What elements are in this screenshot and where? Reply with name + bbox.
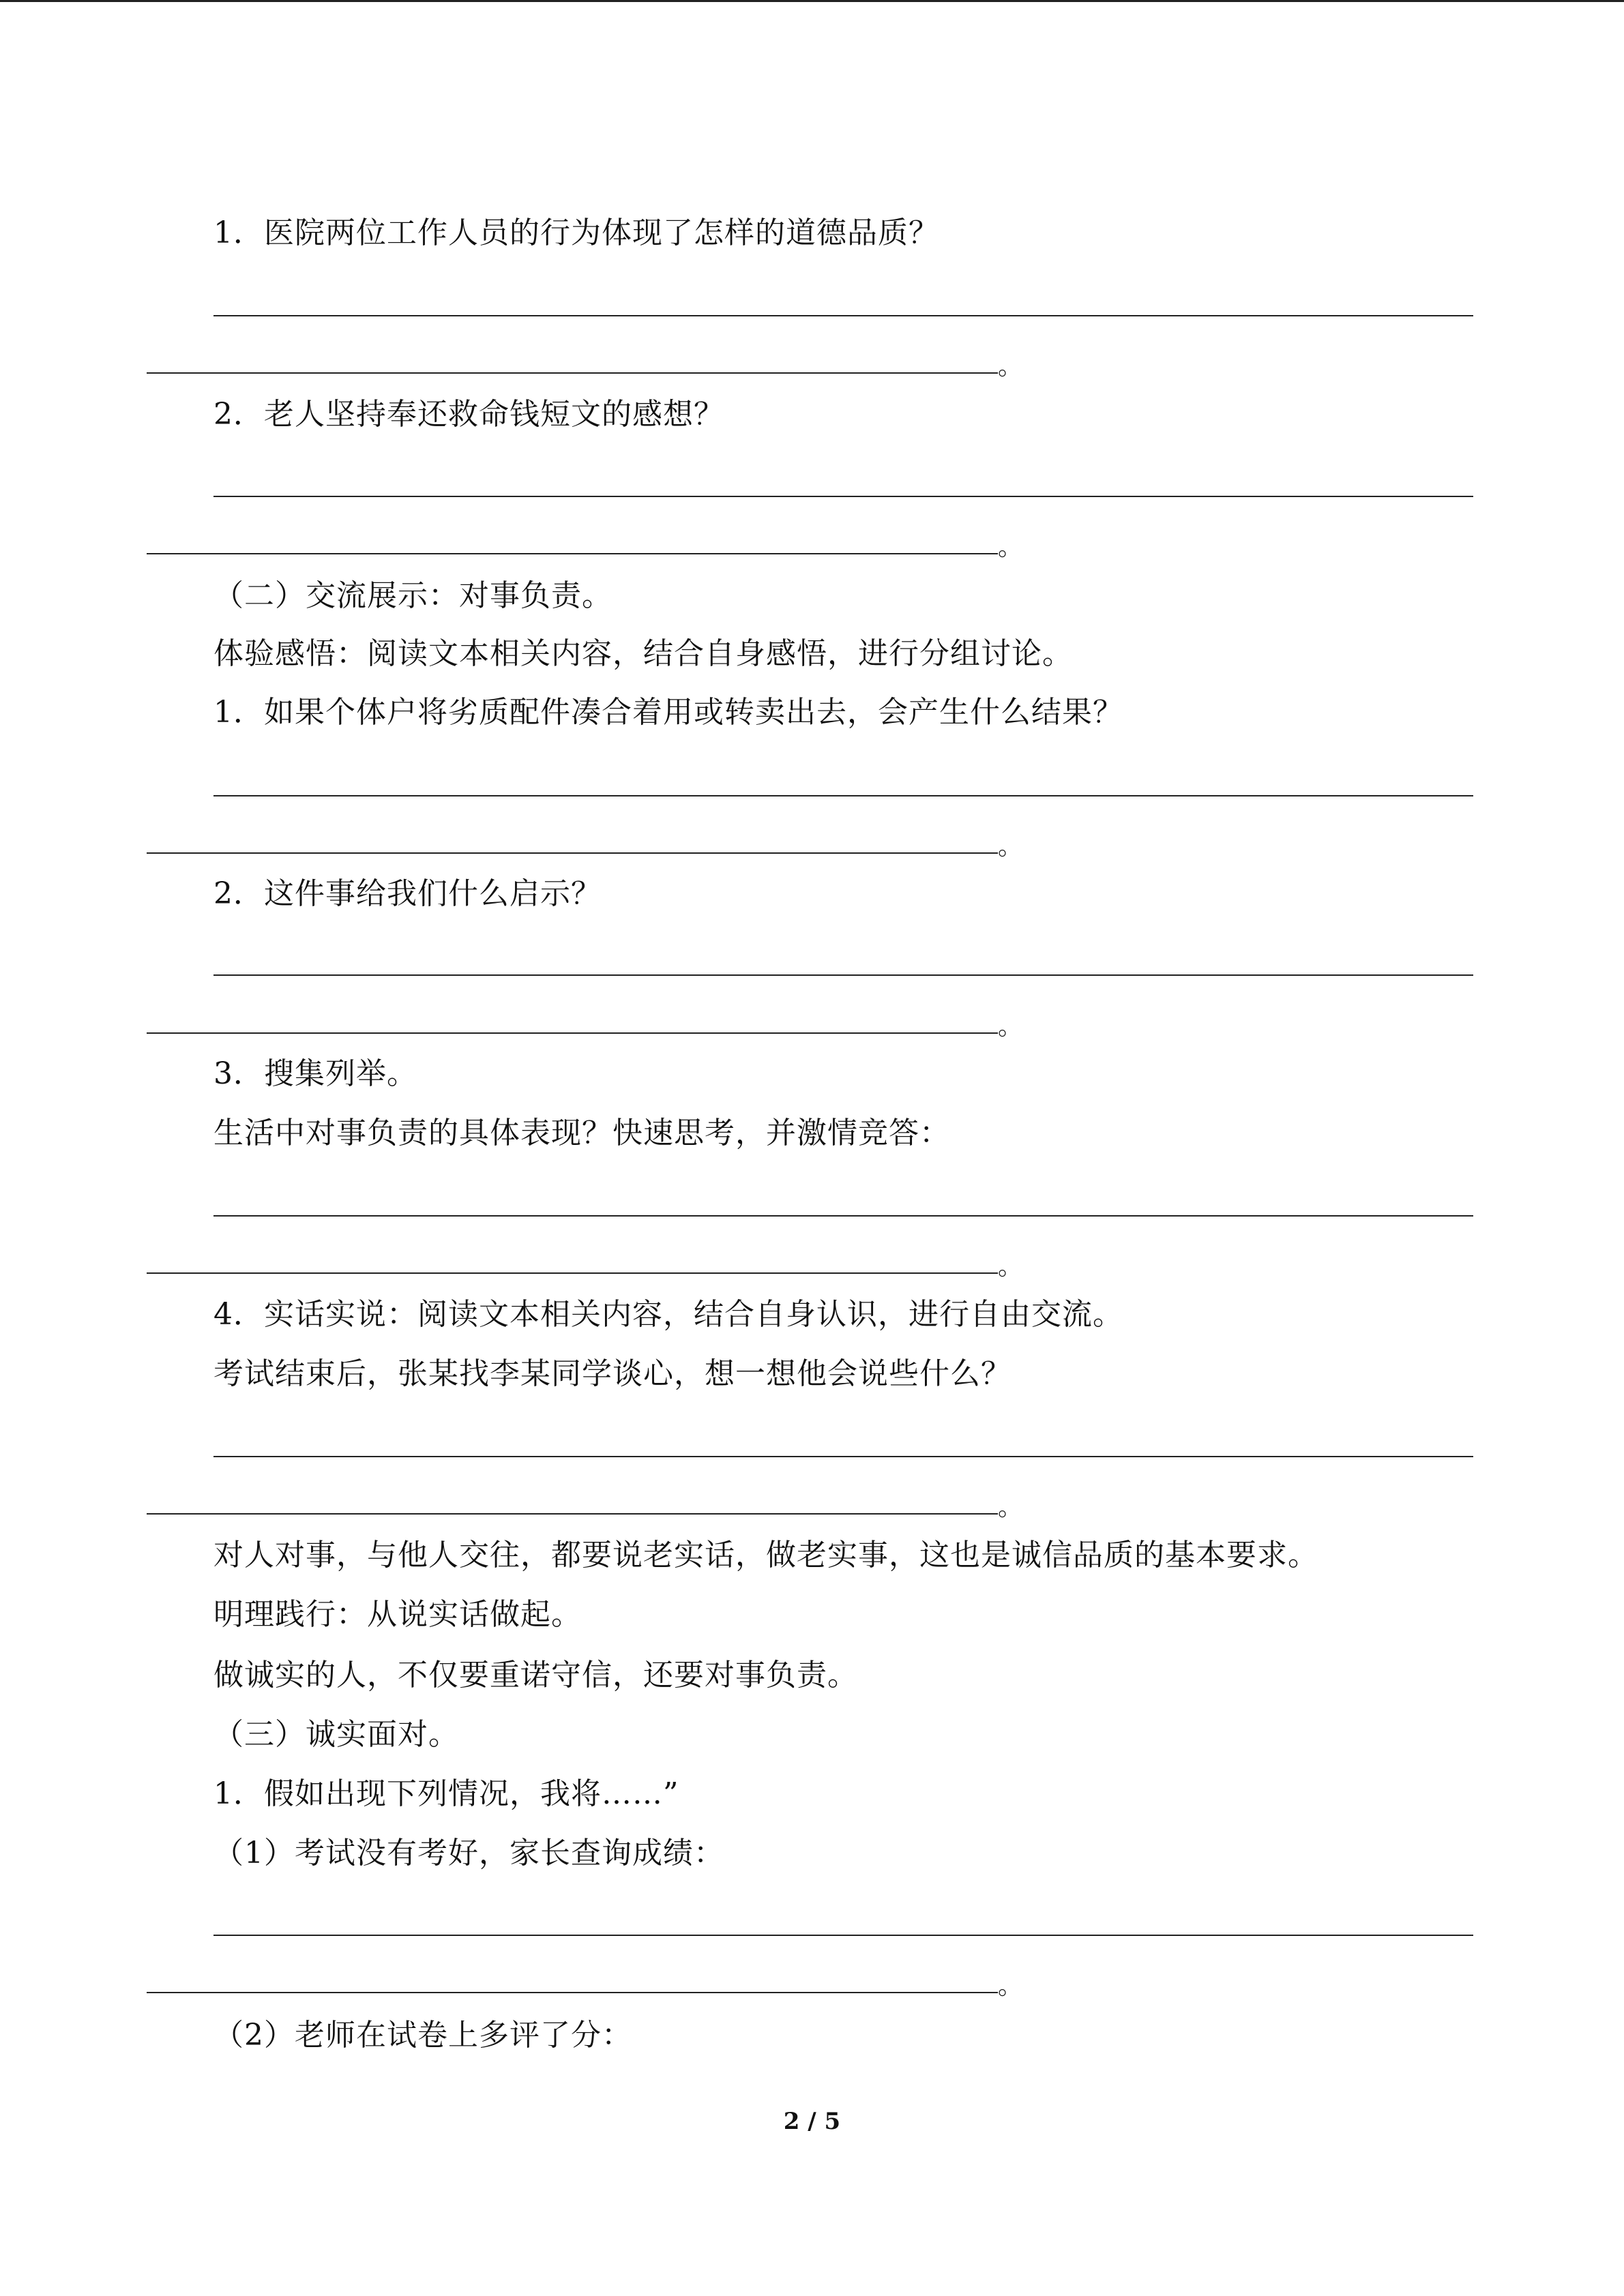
answer-line[interactable] [147, 852, 998, 854]
answer-end-mark: 。 [998, 353, 1023, 381]
page-number: 2 / 5 [783, 2108, 841, 2135]
section-2-title: （二）交流展示：对事负责。 [213, 578, 612, 613]
summary-text-3: 做诚实的人，不仅要重诺守信，还要对事负责。 [213, 1658, 858, 1693]
answer-line[interactable] [213, 1456, 1473, 1457]
section-3-question-1-part-2: （2）老师在试卷上多评了分： [213, 2018, 632, 2053]
answer-line[interactable] [147, 372, 998, 374]
section-2-question-4: 4．实话实说：阅读文本相关内容，结合自身认识，进行自由交流。 [213, 1297, 1123, 1332]
answer-line[interactable] [213, 1935, 1473, 1936]
answer-line[interactable] [147, 1992, 998, 1993]
answer-line[interactable] [213, 496, 1473, 497]
answer-end-mark: 。 [998, 1493, 1023, 1521]
answer-end-mark: 。 [998, 1013, 1023, 1041]
section-2-question-2: 2．这件事给我们什么启示？ [213, 876, 602, 911]
section-3-title: （三）诚实面对。 [213, 1717, 459, 1752]
section-2-question-3-prompt: 生活中对事负责的具体表现？快速思考，并激情竞答： [213, 1116, 950, 1150]
section-2-question-4-prompt: 考试结束后，张某找李某同学谈心，想一想他会说些什么？ [213, 1356, 1012, 1391]
answer-end-mark: 。 [998, 833, 1023, 861]
answer-end-mark: 。 [998, 1972, 1023, 2000]
answer-line[interactable] [147, 1513, 998, 1515]
answer-line[interactable] [213, 795, 1473, 796]
question-1: 1．医院两位工作人员的行为体现了怎样的道德品质？ [213, 215, 939, 250]
answer-line[interactable] [213, 1215, 1473, 1217]
answer-end-mark: 。 [998, 533, 1023, 561]
summary-text-2: 明理践行：从说实话做起。 [213, 1597, 582, 1632]
section-2-intro: 体验感悟：阅读文本相关内容，结合自身感悟，进行分组讨论。 [213, 636, 1073, 671]
answer-line[interactable] [213, 974, 1473, 976]
page-top-border [0, 0, 1624, 2]
answer-line[interactable] [213, 315, 1473, 316]
section-3-question-1: 1．假如出现下列情况，我将……” [213, 1776, 679, 1811]
section-3-question-1-part-1: （1）考试没有考好，家长查询成绩： [213, 1836, 724, 1870]
section-2-question-1: 1．如果个体户将劣质配件凑合着用或转卖出去，会产生什么结果？ [213, 695, 1123, 730]
question-2: 2．老人坚持奉还救命钱短文的感想？ [213, 397, 724, 432]
answer-line[interactable] [147, 1272, 998, 1274]
summary-text-1: 对人对事，与他人交往，都要说老实话，做老实事，这也是诚信品质的基本要求。 [213, 1538, 1318, 1572]
answer-line[interactable] [147, 1032, 998, 1034]
answer-line[interactable] [147, 553, 998, 554]
answer-end-mark: 。 [998, 1253, 1023, 1281]
section-2-question-3: 3．搜集列举。 [213, 1056, 417, 1091]
